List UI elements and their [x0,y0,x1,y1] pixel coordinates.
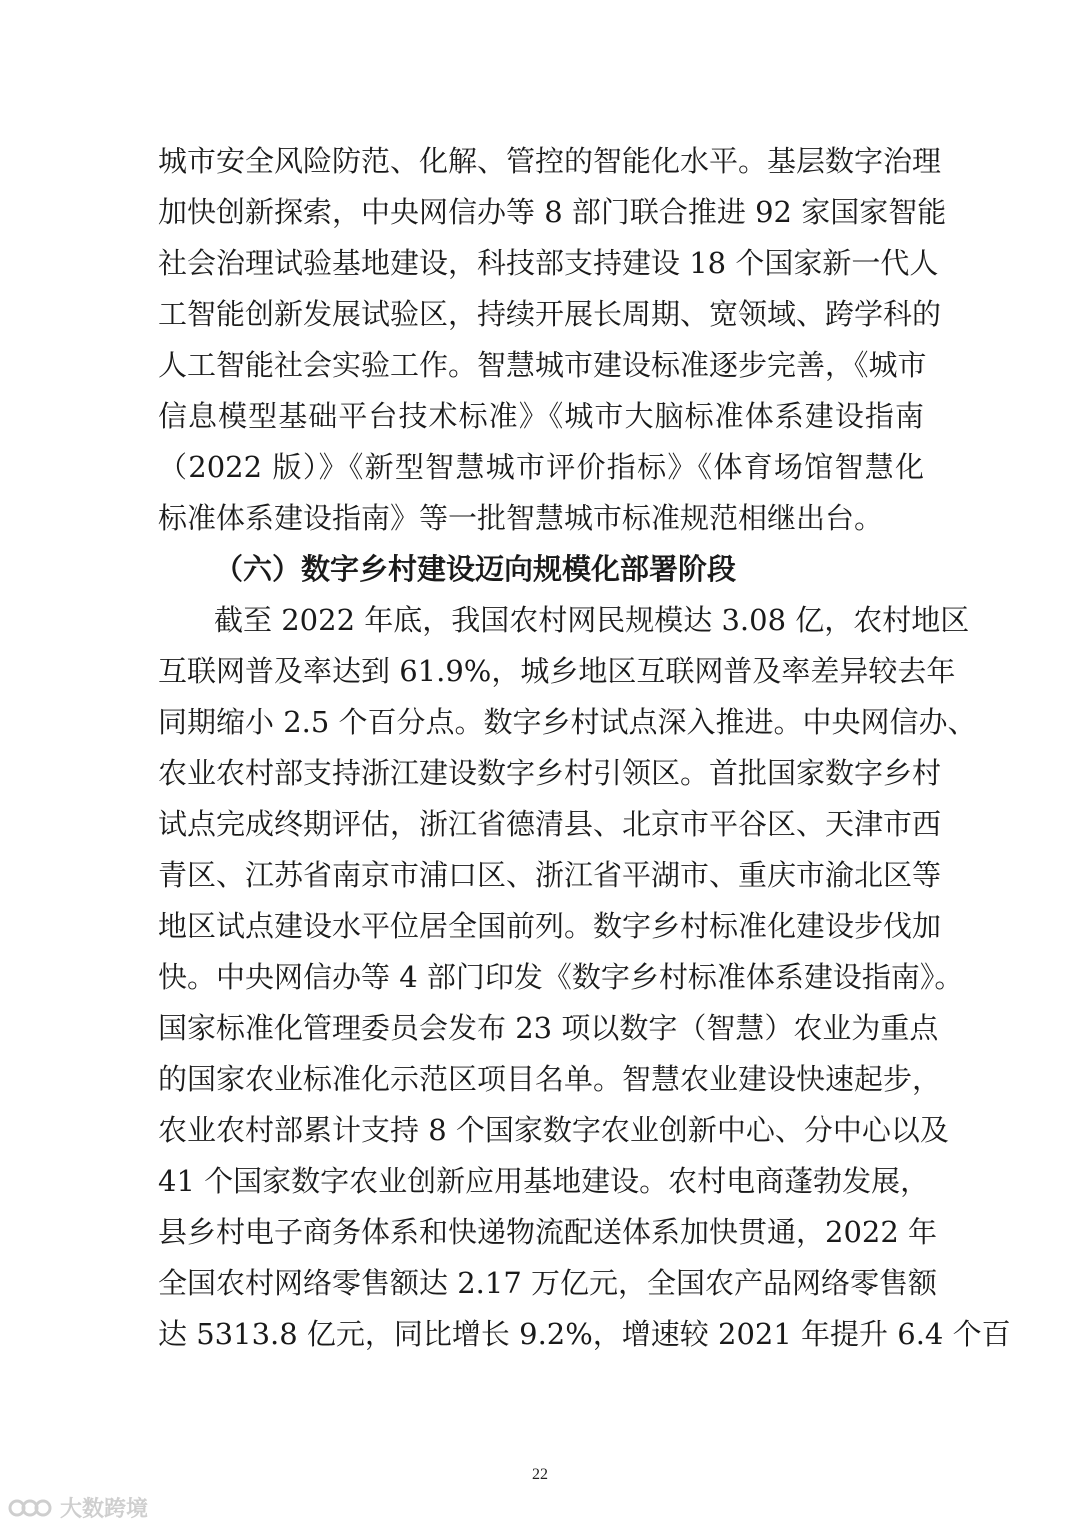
body-line: 工智能创新发展试验区，持续开展长周期、宽领域、跨学科的 [158,297,942,331]
body-line: 城市安全风险防范、化解、管控的智能化水平。基层数字治理 [158,144,942,178]
body-line: 加快创新探索，中央网信办等 8 部门联合推进 92 家国家智能 [158,195,947,229]
watermark-text: 大数跨境 [60,1497,149,1522]
section-line: 的国家农业标准化示范区项目名单。智慧农业建设快速起步， [158,1062,942,1096]
section-heading: （六）数字乡村建设迈向规模化部署阶段 [214,552,737,586]
watermark [8,1492,148,1523]
page-number: 22 [532,1466,548,1483]
section-line: 41 个国家数字农业创新应用基地建设。农村电商蓬勃发展， [158,1164,930,1198]
body-line: 人工智能社会实验工作。智慧城市建设标准逐步完善，《城市 [158,348,927,382]
body-line: 信息模型基础平台技术标准》《城市大脑标准体系建设指南 [158,399,924,433]
section-line: 农业农村部累计支持 8 个国家数字农业创新中心、分中心以及 [158,1113,949,1147]
section-line: 县乡村电子商务体系和快递物流配送体系加快贯通，2022 年 [158,1215,938,1249]
section-line: 达 5313.8 亿元，同比增长 9.2%，增速较 2021 年提升 6.4 个百 [158,1317,1011,1351]
section-line: 互联网普及率达到 61.9%，城乡地区互联网普及率差异较去年 [158,654,956,688]
section-line: 截至 2022 年底，我国农村网民规模达 3.08 亿，农村地区 [214,603,970,637]
section-line: 同期缩小 2.5 个百分点。数字乡村试点深入推进。中央网信办、 [158,705,977,739]
body-line: （2022 版）》《新型智慧城市评价指标》《体育场馆智慧化 [158,450,924,484]
section-line: 快。中央网信办等 4 部门印发《数字乡村标准体系建设指南》。 [158,960,964,994]
section-line: 地区试点建设水平位居全国前列。数字乡村标准化建设步伐加 [158,909,942,943]
section-line: 国家标准化管理委员会发布 23 项以数字（智慧）农业为重点 [158,1011,939,1045]
body-line: 社会治理试验基地建设，科技部支持建设 18 个国家新一代人 [158,246,939,280]
body-line: 标准体系建设指南》等一批智慧城市标准规范相继出台。 [158,501,884,535]
section-line: 全国农村网络零售额达 2.17 万亿元，全国农产品网络零售额 [158,1266,938,1300]
brand-logo-icon [8,1495,54,1521]
section-line: 青区、江苏省南京市浦口区、浙江省平湖市、重庆市渝北区等 [158,858,942,892]
section-line: 试点完成终期评估，浙江省德清县、北京市平谷区、天津市西 [158,807,942,841]
section-line: 农业农村部支持浙江建设数字乡村引领区。首批国家数字乡村 [158,756,942,790]
